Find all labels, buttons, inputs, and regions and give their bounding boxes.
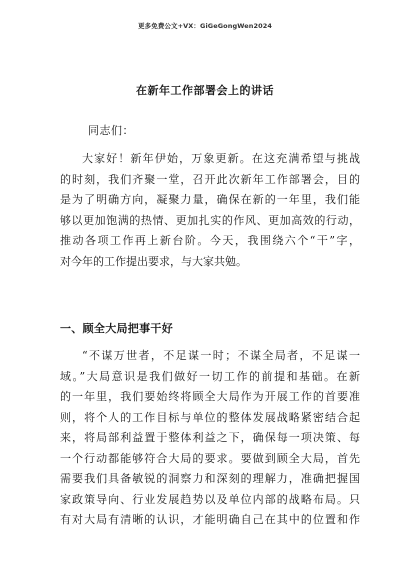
paragraph-section1 <box>60 346 360 531</box>
text-line: 需要我们具备敏锐的洞察力和深刻的理解力，准确把握国 <box>60 472 360 485</box>
text-line: 是为了明确方向，凝聚力量，确保在新的一年里，我们能 <box>60 193 360 206</box>
section-heading: 一、顾全大局把事干好 <box>60 322 173 335</box>
text-line: 域。”大局意识是我们做好一切工作的前提和基础。在新 <box>60 369 360 383</box>
text-line: 则，将个人的工作目标与单位的整体发展战略紧密结合起 <box>60 410 360 424</box>
text-line: 够以更加饱满的热情、更加扎实的作风、更加高效的行动， <box>60 213 360 227</box>
header-note: 更多免费公文+VX：GiGeGongWen2024 <box>138 22 272 30</box>
text-line: 来，将局部利益置于整体利益之下，确保每一项决策、每 <box>60 431 360 444</box>
salutation: 同志们： <box>88 124 134 137</box>
text-line: 推动各项工作再上新台阶。今天，我围绕六个“干”字， <box>60 234 360 247</box>
text-line: 一个行动都能够符合大局的要求。要做到顾全大局，首先 <box>60 451 360 465</box>
text-line: 对今年的工作提出要求，与大家共勉。 <box>60 254 247 268</box>
text-line: 大家好！新年伊始，万象更新。在这充满希望与挑战 <box>82 152 360 165</box>
page-title: 在新年工作部署会上的讲话 <box>136 84 274 97</box>
text-line: 家政策导向、行业发展趋势以及单位内部的战略布局。只 <box>60 492 360 506</box>
text-line: 的时刻，我们齐聚一堂，召开此次新年工作部署会，目的 <box>60 172 360 186</box>
text-line: 的一年里，我们要始终将顾全大局作为开展工作的首要准 <box>60 390 360 403</box>
text-line: “不谋万世者，不足谋一时；不谋全局者，不足谋一 <box>82 349 360 362</box>
text-line: 有对大局有清晰的认识，才能明确自己在其中的位置和作 <box>60 513 360 526</box>
paragraph-intro <box>60 149 360 272</box>
